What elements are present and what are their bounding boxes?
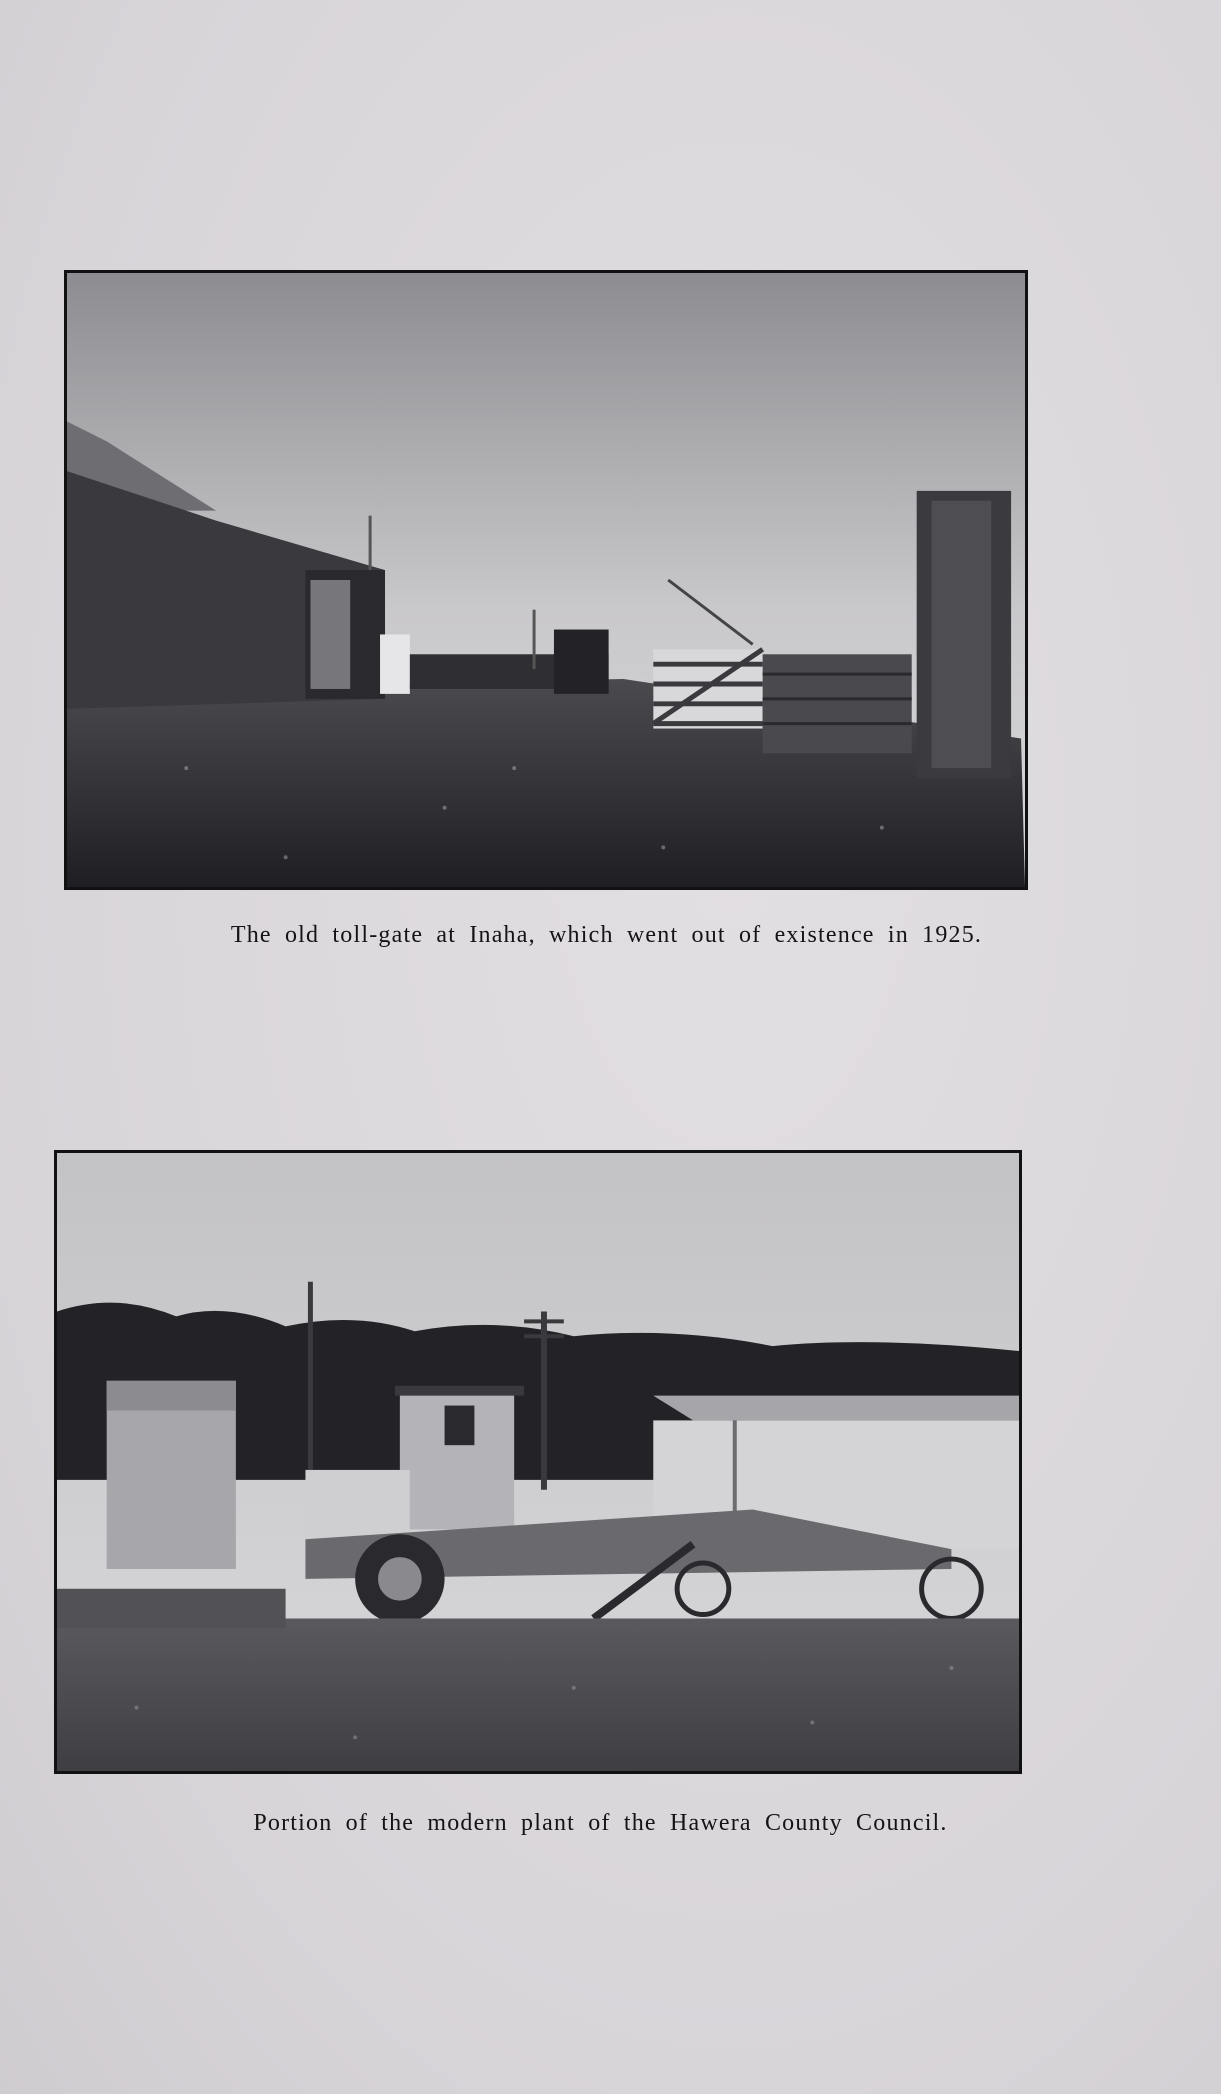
toll-gate-photo	[64, 270, 1028, 890]
county-plant-caption: Portion of the modern plant of the Hawera County Council.	[253, 1810, 948, 1836]
toll-gate-image	[67, 273, 1025, 887]
county-council-plant-photo	[54, 1150, 1022, 1774]
road-plant-image	[57, 1153, 1019, 1771]
toll-gate-caption: The old toll-gate at Inaha, which went out of existence in 1925.	[230, 922, 983, 948]
